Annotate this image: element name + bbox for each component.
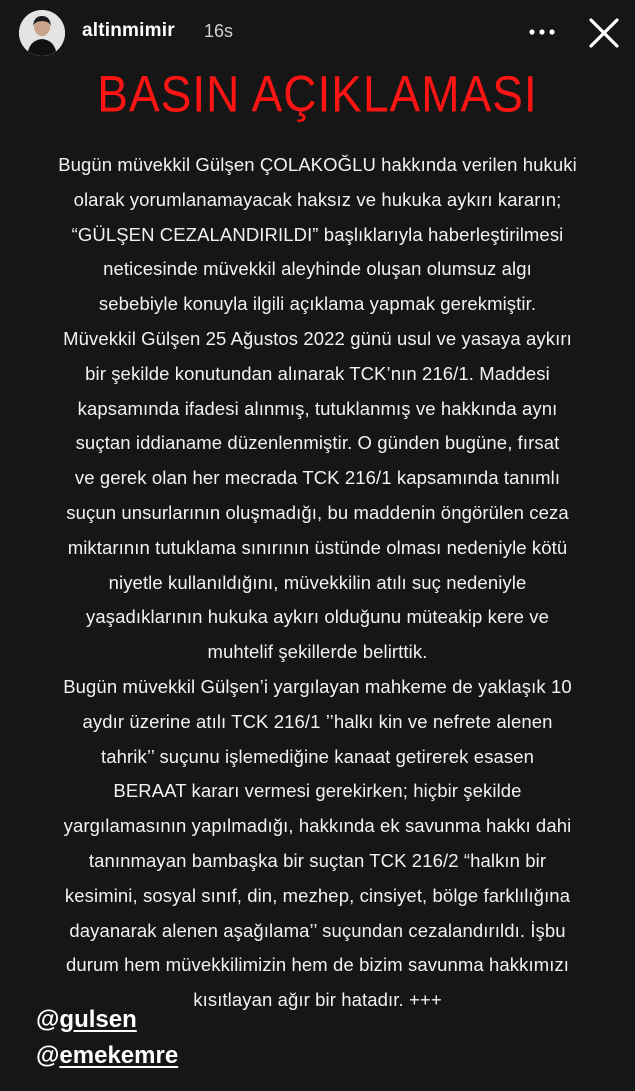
- body-line: suçun unsurlarının oluşmadığı, bu maddenin öngörülen ceza: [66, 501, 569, 523]
- post-time: 16s: [204, 21, 234, 41]
- body-line: olarak yorumlanamayacak haksız ve hukuka aykırı kararın;: [73, 188, 562, 210]
- press-release-title: BASIN AÇIKLAMASI: [97, 65, 538, 123]
- mention-at-symbol: @: [36, 1006, 60, 1033]
- body-line: suçtan iddianame düzenlenmiştir. O günden bugüne, fırsat: [75, 432, 560, 454]
- body-line: yargılamasının yapılmadığı, hakkında ek savunma hakkı dahi: [63, 815, 572, 837]
- body-line: kapsamında ifadesi alınmış, tutuklanmış ve hakkında aynı: [77, 397, 558, 419]
- more-button[interactable]: [526, 18, 558, 46]
- press-release-body: [20, 148, 615, 1018]
- body-line: Bugün müvekkil Gülşen ÇOLAKOĞLU hakkında verilen hukuki: [58, 154, 577, 175]
- avatar[interactable]: [19, 10, 65, 56]
- body-line: BERAAT kararı vermesi gerekirken; hiçbir şekilde: [113, 780, 522, 802]
- body-line: neticesinde müvekkil aleyhinde oluşan olumsuz algı: [103, 258, 532, 280]
- body-line: kesimini, sosyal sınıf, din, mezhep, cinsiyet, bölge farklılığına: [64, 884, 571, 906]
- username[interactable]: altinmimir: [82, 20, 175, 41]
- body-line: kısıtlayan ağır bir hatadır. +++: [193, 989, 442, 1011]
- body-line: tanınmayan bambaşka bir suçtan TCK 216/2 “halkın bir: [88, 849, 547, 871]
- more-horizontal-icon: [526, 18, 558, 46]
- close-icon: [586, 15, 622, 51]
- body-line: Bugün müvekkil Gülşen’i yargılayan mahkeme de yaklaşık 10: [63, 675, 572, 697]
- body-line: muhtelif şekillerde belirttik.: [207, 641, 428, 663]
- mention-handle: gulsen: [59, 1006, 137, 1033]
- body-line: aydır üzerine atılı TCK 216/1 ’’halkı kin ve nefrete alenen: [82, 710, 553, 732]
- mention-emekemre[interactable]: [36, 1042, 178, 1070]
- body-line: tahrik’’ suçunu işlemediğine kanaat getirerek esasen: [100, 745, 534, 767]
- close-button[interactable]: [586, 15, 622, 51]
- body-line: bir şekilde konutundan alınarak TCK’nın 216/1. Maddesi: [85, 362, 550, 384]
- body-line: ve gerek olan her mecrada TCK 216/1 kapsamında tanımlı: [74, 467, 561, 489]
- body-line: “GÜLŞEN CEZALANDIRILDI” başlıklarıyla haberleştirilmesi: [71, 223, 564, 245]
- mention-at-symbol: @: [36, 1042, 60, 1069]
- body-line: niyetle kullanıldığını, müvekkilin atılı suç nedeniyle: [108, 571, 527, 593]
- story-header: [0, 0, 635, 66]
- body-line: yaşadıklarının hukuka aykırı olduğunu müteakip kere ve: [85, 606, 550, 628]
- mention-gulsen[interactable]: [36, 1006, 137, 1034]
- body-line: miktarının tutuklama sınırının üstünde olması nedeniyle kötü: [67, 536, 568, 558]
- mention-handle: emekemre: [59, 1042, 179, 1069]
- body-line: durum hem müvekkilimizin hem de bizim savunma hakkımızı: [65, 954, 570, 976]
- body-line: sebebiyle konuyla ilgili açıklama yapmak gerekmiştir.: [98, 293, 537, 315]
- body-line: Müvekkil Gülşen 25 Ağustos 2022 günü usul ve yasaya aykırı: [63, 327, 572, 349]
- avatar-image: [19, 10, 65, 56]
- body-line: dayanarak alenen aşağılama’’ suçundan cezalandırıldı. İşbu: [69, 919, 566, 941]
